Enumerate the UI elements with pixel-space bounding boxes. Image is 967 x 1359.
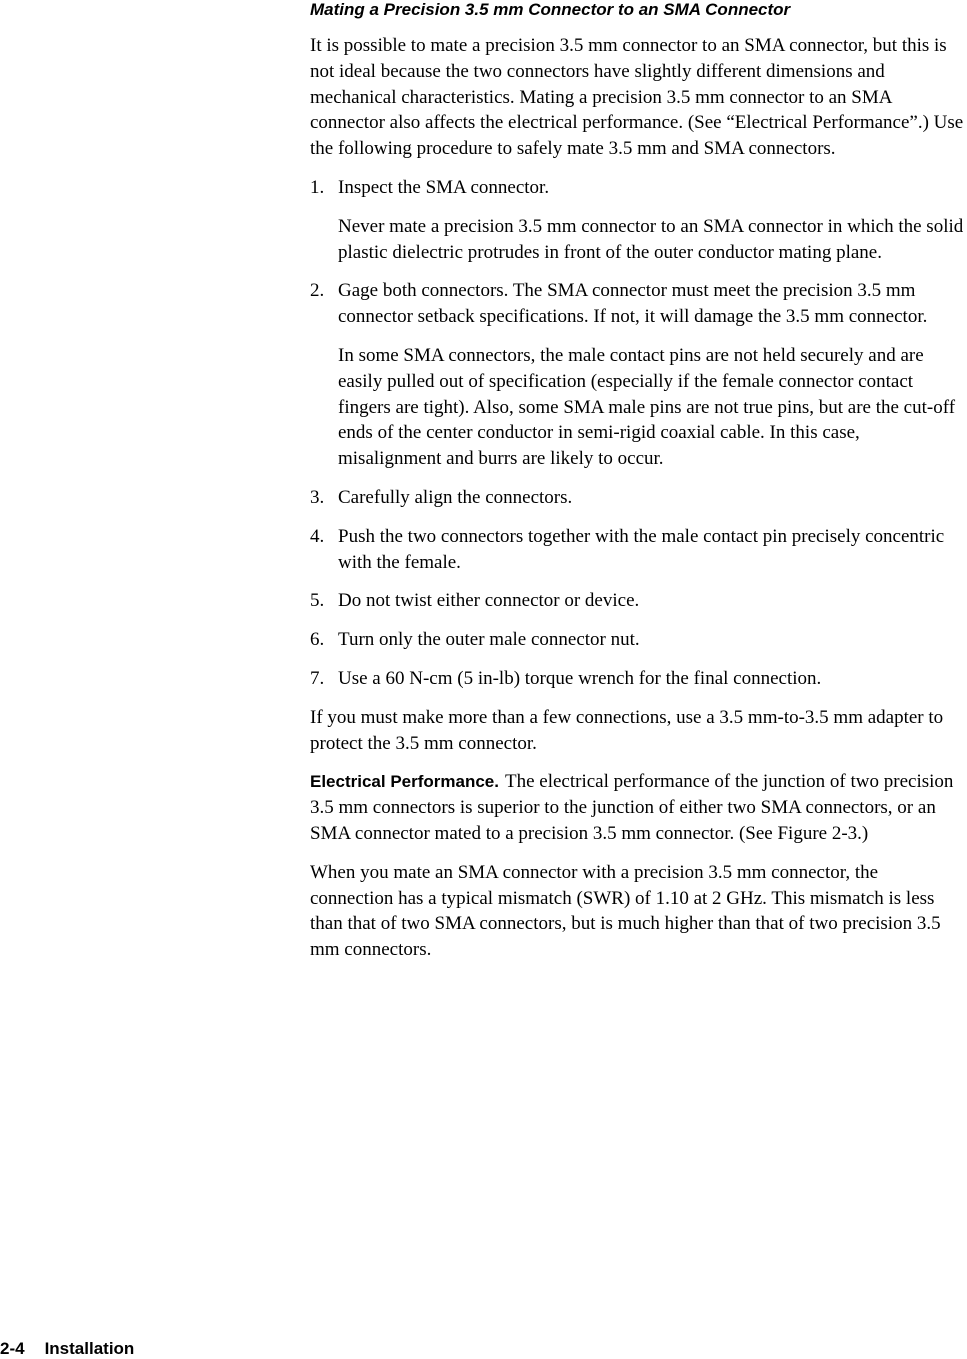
list-item (310, 485, 966, 511)
step-number: 1. (310, 176, 325, 198)
step-note: Never mate a precision 3.5 mm connector to an SMA connector in which the solid plastic dielectric protrudes in front of the outer conductor mating plane. (338, 215, 964, 263)
document-body (310, 33, 966, 976)
section-heading: Mating a Precision 3.5 mm Connector to an SMA Connector (310, 0, 791, 19)
step-number: 7. (310, 667, 325, 689)
electrical-performance-text: The electrical performance of the junction of two precision 3.5 mm connectors is superior to the junction of either two SMA connectors, or an SMA connector mated to a precision 3.5 mm connector. (See Figure 2-3.) (310, 771, 954, 844)
step-text: Use a 60 N-cm (5 in-lb) torque wrench for the final connection. (338, 667, 822, 689)
step-number: 6. (310, 629, 325, 651)
list-item (310, 175, 966, 265)
step-text: Carefully align the connectors. (338, 486, 573, 508)
list-item (310, 278, 966, 472)
step-text: Gage both connectors. The SMA connector must meet the precision 3.5 mm connector setback specifications. If not, it will damage the 3.5 mm connector. (338, 280, 928, 328)
adapter-paragraph: If you must make more than a few connections, use a 3.5 mm-to-3.5 mm adapter to protect the 3.5 mm connector. (310, 706, 944, 754)
step-note: In some SMA connectors, the male contact pins are not held securely and are easily pulled out of specification (especially if the female connector contact fingers are tight). Also, some SMA male pins are not true pins, but are the cut-off ends of the center conductor in semi-rigid coaxial cable. In this case, misalignment and burrs are likely to occur. (338, 344, 956, 470)
step-number: 5. (310, 590, 325, 612)
step-number: 3. (310, 486, 325, 508)
intro-paragraph: It is possible to mate a precision 3.5 mm connector to an SMA connector, but this is not ideal because the two connectors have slightly different dimensions and mechanical characteristics. Mating a precision 3.5 mm connector to an SMA connector also affects the electrical performance. (See “Electrical Performance”.) Use the following procedure to safely mate 3.5 mm and SMA connectors. (310, 35, 964, 160)
page-number: 2-4 (0, 1339, 25, 1358)
step-number: 2. (310, 280, 325, 302)
electrical-performance-heading: Electrical Performance. (310, 772, 499, 792)
list-item (310, 524, 966, 576)
list-item (310, 588, 966, 614)
step-text: Inspect the SMA connector. (338, 176, 550, 198)
page-footer (0, 1339, 134, 1359)
list-item (310, 666, 966, 692)
step-text: Push the two connectors together with the male contact pin precisely concentric with the female. (338, 525, 945, 573)
step-number: 4. (310, 525, 325, 547)
mismatch-paragraph: When you mate an SMA connector with a precision 3.5 mm connector, the connection has a typical mismatch (SWR) of 1.10 at 2 GHz. This mismatch is less than that of two SMA connectors, but is much higher than that of two precision 3.5 mm connectors. (310, 861, 941, 961)
step-text: Turn only the outer male connector nut. (338, 629, 640, 651)
procedure-steps (310, 175, 966, 692)
list-item (310, 627, 966, 653)
step-text: Do not twist either connector or device. (338, 590, 640, 612)
chapter-title: Installation (44, 1339, 135, 1358)
electrical-performance-paragraph (310, 769, 966, 846)
